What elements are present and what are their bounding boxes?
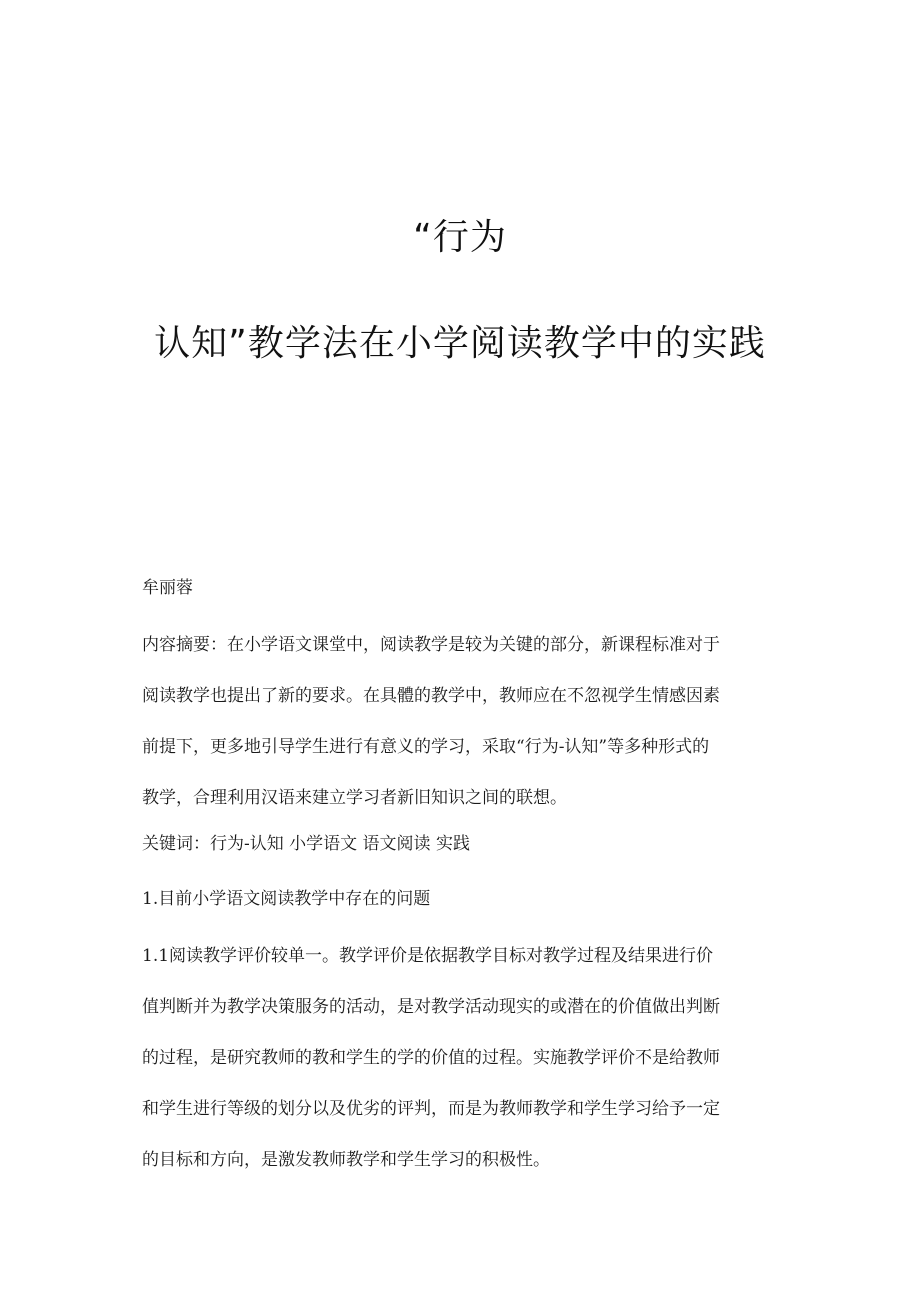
abstract-line: 内容摘要：在小学语文课堂中，阅读教学是较为关键的部分，新课程标准对于 xyxy=(142,635,720,655)
section-heading: 1.目前小学语文阅读教学中存在的问题 xyxy=(142,889,431,909)
title-line-2: 认知”教学法在小学阅读教学中的实践 xyxy=(154,323,766,364)
author-name: 牟丽蓉 xyxy=(142,578,193,598)
keywords-line: 关键词：行为-认知 小学语文 语文阅读 实践 xyxy=(142,834,470,854)
abstract-line: 前提下，更多地引导学生进行有意义的学习，采取“行为-认知”等多种形式的 xyxy=(142,737,710,757)
abstract-line: 阅读教学也提出了新的要求。在具體的教学中，教师应在不忽视学生情感因素 xyxy=(142,686,720,706)
paragraph-line: 的过程，是研究教师的教和学生的学的价值的过程。实施教学评价不是给教师 xyxy=(142,1048,720,1068)
paragraph-line: 和学生进行等级的划分以及优劣的评判，而是为教师教学和学生学习给予一定 xyxy=(142,1099,720,1119)
abstract-paragraph xyxy=(142,632,782,836)
paragraph-line: 值判断并为教学决策服务的活动，是对教学活动现实的或潜在的价值做出判断 xyxy=(142,997,720,1017)
paragraph-line: 的目标和方向，是激发教师教学和学生学习的积极性。 xyxy=(142,1150,550,1170)
section-1-1-paragraph xyxy=(142,943,782,1198)
abstract-line: 教学，合理利用汉语来建立学习者新旧知识之间的联想。 xyxy=(142,788,567,808)
paragraph-line: 1.1阅读教学评价较单一。教学评价是依据教学目标对教学过程及结果进行价 xyxy=(142,946,714,966)
title-line-1: “行为 xyxy=(413,217,507,258)
